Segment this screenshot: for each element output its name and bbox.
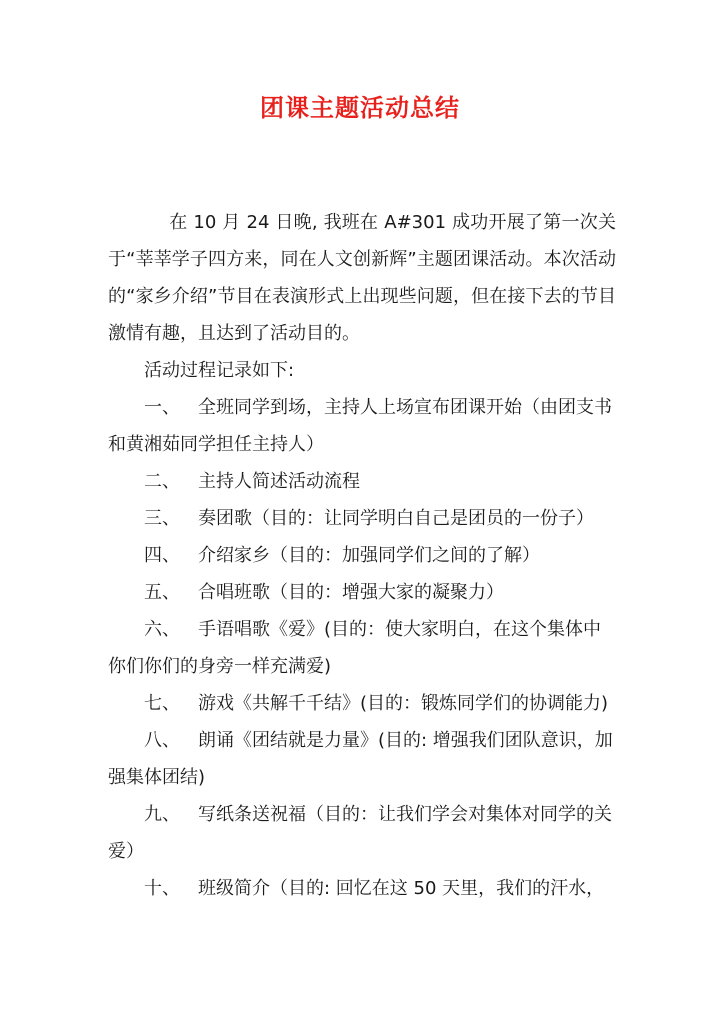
- list-item: [108, 463, 616, 500]
- record-heading: 活动过程记录如下:: [144, 360, 295, 381]
- list-item: [108, 500, 616, 537]
- item-text: 写纸条送祝福（目的：让我们学会对集体对同学的关爱）: [108, 804, 612, 862]
- item-text: 手语唱歌《爱》(目的：使大家明白，在这个集体中你们你们的身旁一样充满爱): [108, 619, 602, 677]
- item-number: 十、: [144, 878, 180, 899]
- list-item: [108, 722, 616, 796]
- intro-paragraph: 在 10 月 24 日晚, 我班在 A#301 成功开展了第一次关于“莘莘学子四方来，同在人文创新辉”主题团课活动。本次活动的“家乡介绍”节目在表演形式上出现些问题，但在接下去的节目激情有趣，且达到了活动目的。: [108, 212, 616, 344]
- document-title: 团课主题活动总结: [260, 94, 460, 122]
- list-item: [108, 796, 616, 870]
- item-number: 四、: [144, 545, 180, 566]
- item-text: 全班同学到场，主持人上场宣布团课开始（由团支书和黄湘茹同学担任主持人）: [108, 397, 612, 455]
- item-text: 朗诵《团结就是力量》(目的: 增强我们团队意识，加强集体团结): [108, 730, 613, 788]
- item-text: 奏团歌（目的：让同学明白自己是团员的一份子）: [198, 508, 594, 529]
- list-item: [108, 870, 616, 907]
- item-number: 三、: [144, 508, 180, 529]
- activity-list: [108, 389, 616, 907]
- list-item: [108, 685, 616, 722]
- item-text: 介绍家乡（目的：加强同学们之间的了解）: [198, 545, 540, 566]
- item-text: 合唱班歌（目的：增强大家的凝聚力）: [198, 582, 504, 603]
- item-number: 八、: [144, 730, 180, 751]
- item-number: 九、: [144, 804, 180, 825]
- item-number: 七、: [144, 693, 180, 714]
- item-number: 五、: [144, 582, 180, 603]
- item-text: 班级简介（目的: 回忆在这 50 天里，我们的汗水，: [198, 878, 605, 899]
- list-item: [108, 611, 616, 685]
- list-item: [108, 389, 616, 463]
- item-number: 二、: [144, 471, 180, 492]
- item-number: 一、: [144, 397, 180, 418]
- document-body: [108, 204, 616, 907]
- item-text: 主持人简述活动流程: [198, 471, 360, 492]
- item-text: 游戏《共解千千结》(目的：锻炼同学们的协调能力): [198, 693, 609, 714]
- list-item: [108, 574, 616, 611]
- list-item: [108, 537, 616, 574]
- item-number: 六、: [144, 619, 180, 640]
